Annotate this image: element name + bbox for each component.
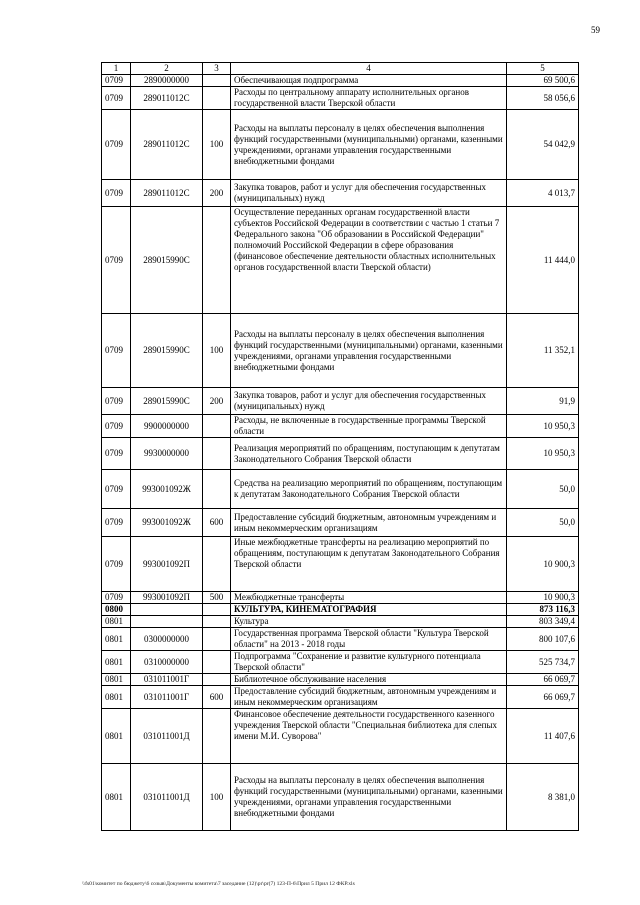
target-code-cell: 9930000000 <box>131 438 203 470</box>
target-code-cell: 031011001Д <box>131 764 203 831</box>
amount-cell: 50,0 <box>507 509 579 537</box>
section-code-cell: 0709 <box>102 537 131 592</box>
table-row <box>102 651 579 674</box>
item-name-cell: Закупка товаров, работ и услуг для обеспечения государственных (муниципальных) нужд <box>231 388 507 415</box>
item-name-cell: Иные межбюджетные трансферты на реализацию мероприятий по обращениям, поступающим к депутатам Законодательного Собрания Тверской области <box>231 537 507 592</box>
target-code-cell: 993001092П <box>131 592 203 604</box>
expense-type-cell <box>203 438 231 470</box>
item-name-cell: Финансовое обеспечение деятельности государственного казенного учреждения Тверской области "Специальная библиотека для слепых имени М.И. Суворова" <box>231 709 507 764</box>
target-code-cell: 993001092Ж <box>131 509 203 537</box>
header-cell: 3 <box>203 63 231 75</box>
table-row <box>102 438 579 470</box>
target-code-cell <box>131 604 203 616</box>
target-code-cell: 289015990С <box>131 207 203 314</box>
amount-cell: 10 900,3 <box>507 537 579 592</box>
expense-type-cell <box>203 651 231 674</box>
section-code-cell: 0709 <box>102 509 131 537</box>
expense-type-cell <box>203 709 231 764</box>
expense-type-cell <box>203 75 231 87</box>
section-code-cell: 0709 <box>102 75 131 87</box>
expense-type-cell <box>203 207 231 314</box>
amount-cell: 50,0 <box>507 470 579 509</box>
table-row <box>102 388 579 415</box>
target-code-cell: 289015990С <box>131 314 203 388</box>
budget-table <box>101 62 579 831</box>
budget-table-body <box>102 63 579 831</box>
item-name-cell: Реализация мероприятий по обращениям, поступающим к депутатам Законодательного Собрания Тверской области <box>231 438 507 470</box>
page-number: 59 <box>591 25 600 35</box>
amount-cell: 11 407,6 <box>507 709 579 764</box>
table-row <box>102 509 579 537</box>
target-code-cell: 031011001Д <box>131 709 203 764</box>
section-code-cell: 0801 <box>102 616 131 628</box>
file-path-footer: \\fs01\комитет по бюджету\6 созыв\Документы комитета\7 заседание (12)\pr\pr(7) 123-П-6\Прил 5 Прил 12 ФКР.xls <box>82 881 355 887</box>
target-code-cell <box>131 616 203 628</box>
expense-type-cell: 200 <box>203 180 231 207</box>
target-code-cell: 289011012С <box>131 110 203 180</box>
expense-type-cell <box>203 87 231 110</box>
amount-cell: 4 013,7 <box>507 180 579 207</box>
table-row <box>102 616 579 628</box>
expense-type-cell: 200 <box>203 388 231 415</box>
expense-type-cell <box>203 616 231 628</box>
expense-type-cell: 100 <box>203 314 231 388</box>
section-code-cell: 0801 <box>102 628 131 651</box>
amount-cell: 69 500,6 <box>507 75 579 87</box>
table-row <box>102 180 579 207</box>
item-name-cell: Государственная программа Тверской области "Культура Тверской области" на 2013 - 2018 годы <box>231 628 507 651</box>
table-row <box>102 628 579 651</box>
table-row <box>102 592 579 604</box>
header-cell: 4 <box>231 63 507 75</box>
item-name-cell: Расходы на выплаты персоналу в целях обеспечения выполнения функций государственными (муниципальными) органами, казенными учреждениями, органами управления государственными внебюджетными фондами <box>231 314 507 388</box>
table-row <box>102 764 579 831</box>
target-code-cell: 289015990С <box>131 388 203 415</box>
amount-cell: 525 734,7 <box>507 651 579 674</box>
item-name-cell: Расходы, не включенные в государственные программы Тверской области <box>231 415 507 438</box>
header-cell: 1 <box>102 63 131 75</box>
section-code-cell: 0709 <box>102 592 131 604</box>
target-code-cell: 0300000000 <box>131 628 203 651</box>
amount-cell: 8 381,0 <box>507 764 579 831</box>
table-row <box>102 207 579 314</box>
amount-cell: 54 042,9 <box>507 110 579 180</box>
item-name-cell: Подпрограмма "Сохранение и развитие культурного потенциала Тверской области" <box>231 651 507 674</box>
amount-cell: 91,9 <box>507 388 579 415</box>
item-name-cell: Обеспечивающая подпрограмма <box>231 75 507 87</box>
table-row <box>102 415 579 438</box>
expense-type-cell <box>203 415 231 438</box>
item-name-cell: Культура <box>231 616 507 628</box>
table-row <box>102 75 579 87</box>
table-row <box>102 110 579 180</box>
target-code-cell: 031011001Г <box>131 674 203 686</box>
item-name-cell: Предоставление субсидий бюджетным, автономным учреждениям и иным некоммерческим организациям <box>231 509 507 537</box>
section-code-cell: 0709 <box>102 207 131 314</box>
item-name-cell: Расходы по центральному аппарату исполнительных органов государственной власти Тверской области <box>231 87 507 110</box>
item-name-cell: Расходы на выплаты персоналу в целях обеспечения выполнения функций государственными (муниципальными) органами, казенными учреждениями, органами управления государственными внебюджетными фондами <box>231 764 507 831</box>
expense-type-cell <box>203 674 231 686</box>
amount-cell: 66 069,7 <box>507 674 579 686</box>
table-row <box>102 709 579 764</box>
item-name-cell: Закупка товаров, работ и услуг для обеспечения государственных (муниципальных) нужд <box>231 180 507 207</box>
item-name-cell: Предоставление субсидий бюджетным, автономным учреждениям и иным некоммерческим организациям <box>231 686 507 709</box>
expense-type-cell: 100 <box>203 764 231 831</box>
amount-cell: 11 352,1 <box>507 314 579 388</box>
table-row <box>102 537 579 592</box>
section-code-cell: 0709 <box>102 87 131 110</box>
table-row <box>102 87 579 110</box>
table-row <box>102 470 579 509</box>
amount-cell: 10 900,3 <box>507 592 579 604</box>
section-code-cell: 0709 <box>102 415 131 438</box>
target-code-cell: 2890000000 <box>131 75 203 87</box>
section-code-cell: 0801 <box>102 651 131 674</box>
section-code-cell: 0709 <box>102 438 131 470</box>
item-name-cell: Межбюджетные трансферты <box>231 592 507 604</box>
expense-type-cell: 100 <box>203 110 231 180</box>
section-code-cell: 0709 <box>102 388 131 415</box>
section-code-cell: 0801 <box>102 709 131 764</box>
table-row <box>102 314 579 388</box>
expense-type-cell <box>203 470 231 509</box>
table-row <box>102 674 579 686</box>
amount-cell: 803 349,4 <box>507 616 579 628</box>
section-code-cell: 0800 <box>102 604 131 616</box>
section-code-cell: 0709 <box>102 314 131 388</box>
target-code-cell: 9900000000 <box>131 415 203 438</box>
section-code-cell: 0801 <box>102 686 131 709</box>
item-name-cell: Библиотечное обслуживание населения <box>231 674 507 686</box>
amount-cell: 66 069,7 <box>507 686 579 709</box>
amount-cell: 873 116,3 <box>507 604 579 616</box>
table-row <box>102 686 579 709</box>
section-code-cell: 0801 <box>102 764 131 831</box>
target-code-cell: 993001092П <box>131 537 203 592</box>
target-code-cell: 993001092Ж <box>131 470 203 509</box>
item-name-cell: КУЛЬТУРА, КИНЕМАТОГРАФИЯ <box>231 604 507 616</box>
expense-type-cell: 600 <box>203 509 231 537</box>
section-code-cell: 0801 <box>102 674 131 686</box>
expense-type-cell <box>203 628 231 651</box>
header-row <box>102 63 579 75</box>
target-code-cell: 031011001Г <box>131 686 203 709</box>
amount-cell: 800 107,6 <box>507 628 579 651</box>
header-cell: 5 <box>507 63 579 75</box>
amount-cell: 58 056,6 <box>507 87 579 110</box>
target-code-cell: 289011012С <box>131 180 203 207</box>
section-code-cell: 0709 <box>102 470 131 509</box>
amount-cell: 10 950,3 <box>507 415 579 438</box>
section-code-cell: 0709 <box>102 180 131 207</box>
item-name-cell: Средства на реализацию мероприятий по обращениям, поступающим к депутатам Законодательного Собрания Тверской области <box>231 470 507 509</box>
expense-type-cell <box>203 537 231 592</box>
item-name-cell: Осуществление переданных органам государственной власти субъектов Российской Федерации в соответствии с частью 1 статьи 7 Федерального закона "Об образовании в Российской Федерации" полномочий Российской Федерации в сфере образования (финансовое обеспечение деятельности областных исполнительных органов государственной власти Тверской области) <box>231 207 507 314</box>
amount-cell: 10 950,3 <box>507 438 579 470</box>
expense-type-cell: 500 <box>203 592 231 604</box>
table-row <box>102 604 579 616</box>
expense-type-cell: 600 <box>203 686 231 709</box>
amount-cell: 11 444,0 <box>507 207 579 314</box>
item-name-cell: Расходы на выплаты персоналу в целях обеспечения выполнения функций государственными (муниципальными) органами, казенными учреждениями, органами управления государственными внебюджетными фондами <box>231 110 507 180</box>
section-code-cell: 0709 <box>102 110 131 180</box>
target-code-cell: 0310000000 <box>131 651 203 674</box>
header-cell: 2 <box>131 63 203 75</box>
target-code-cell: 289011012С <box>131 87 203 110</box>
expense-type-cell <box>203 604 231 616</box>
